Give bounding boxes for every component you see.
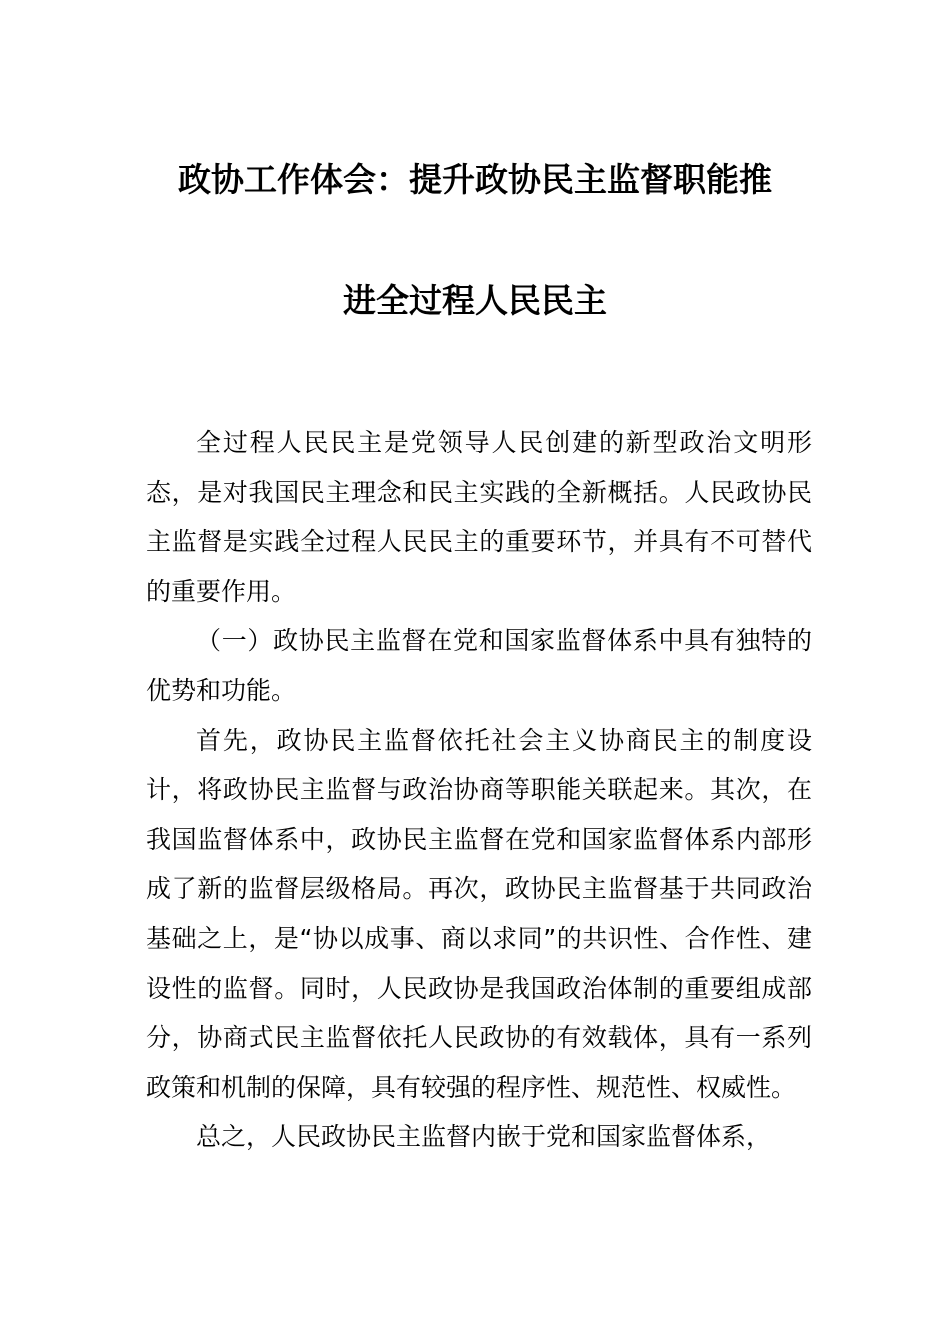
document-body	[146, 418, 812, 1162]
document-title-line-1: 政协工作体会：提升政协民主监督职能推	[178, 160, 772, 199]
document-title-line-2: 进全过程人民民主	[343, 281, 607, 320]
paragraph-section-heading: （一）政协民主监督在党和国家监督体系中具有独特的优势和功能。	[146, 626, 812, 705]
paragraph-summary: 总之，人民政协民主监督内嵌于党和国家监督体系，	[196, 1122, 772, 1152]
paragraph-intro: 全过程人民民主是党领导人民创建的新型政治文明形态，是对我国民主理念和民主实践的全新概括。人民政协民主监督是实践全过程人民民主的重要环节，并具有不可替代的重要作用。	[146, 428, 812, 606]
paragraph-advantages: 首先，政协民主监督依托社会主义协商民主的制度设计，将政协民主监督与政治协商等职能关联起来。其次，在我国监督体系中，政协民主监督在党和国家监督体系内部形成了新的监督层级格局。再次，政协民主监督基于共同政治基础之上，是“协以成事、商以求同”的共识性、合作性、建设性的监督。同时，人民政协是我国政治体制的重要组成部分，协商式民主监督依托人民政协的有效载体，具有一系列政策和机制的保障，具有较强的程序性、规范性、权威性。	[146, 725, 812, 1102]
